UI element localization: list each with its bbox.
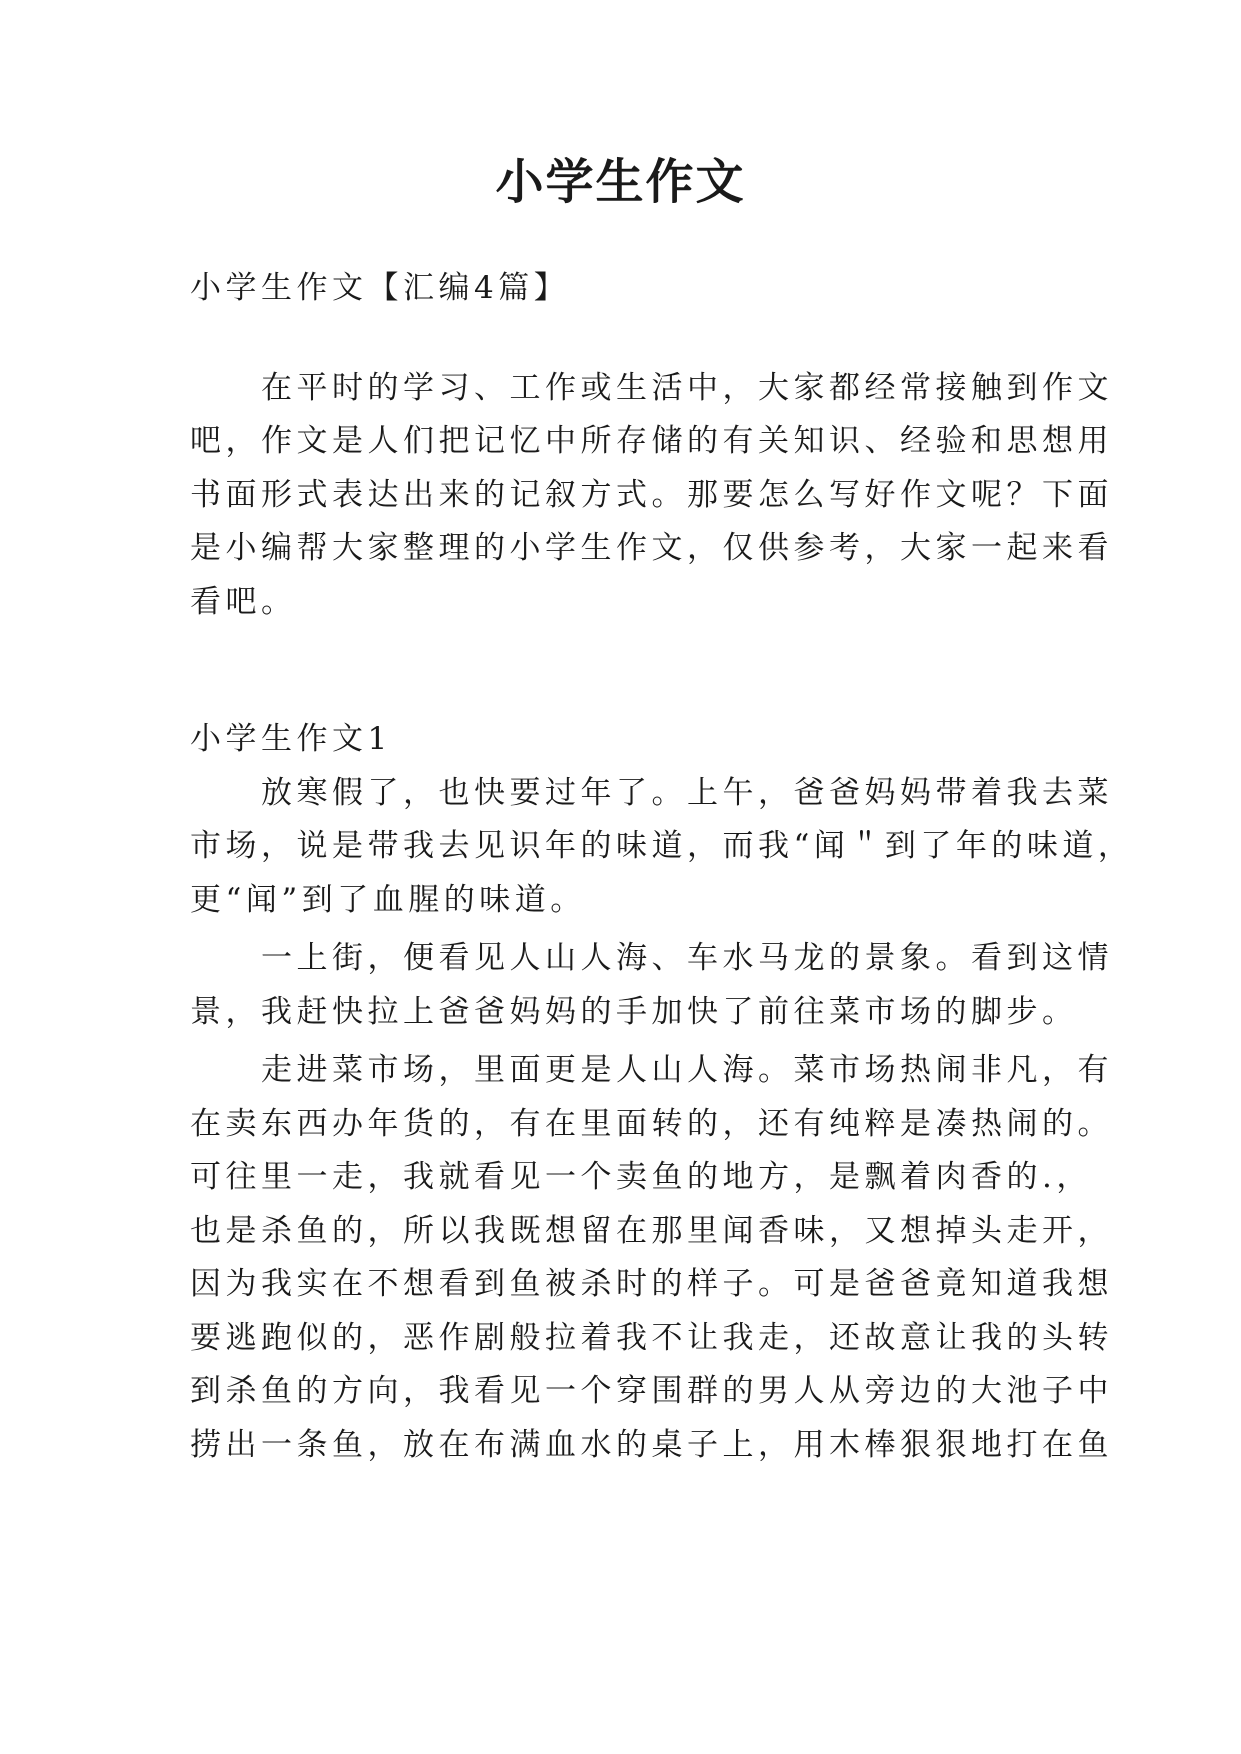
body-line: 要逃跑似的，恶作剧般拉着我不让我走，还故意让我的头转 (190, 1320, 1113, 1356)
body-line: 到杀鱼的方向，我看见一个穿围群的男人从旁边的大池子中 (190, 1373, 1113, 1409)
intro-line: 是小编帮大家整理的小学生作文，仅供参考，大家一起来看 (190, 530, 1113, 566)
body-line: 放寒假了，也快要过年了。上午，爸爸妈妈带着我去菜 (190, 775, 1113, 811)
body-line: 走进菜市场，里面更是人山人海。菜市场热闹非凡，有 (190, 1052, 1113, 1088)
body-line: 市场，说是带我去见识年的味道，而我“闻＂到了年的味道， (190, 828, 1134, 864)
intro-line: 看吧。 (190, 584, 297, 620)
body-line: 也是杀鱼的，所以我既想留在那里闻香味，又想掉头走开， (190, 1213, 1113, 1249)
body-line: 一上街，便看见人山人海、车水马龙的景象。看到这情 (190, 940, 1113, 976)
body-line: 捞出一条鱼，放在布满血水的桌子上，用木棒狠狠地打在鱼 (190, 1427, 1113, 1463)
body-line: 因为我实在不想看到鱼被杀时的样子。可是爸爸竟知道我想 (190, 1266, 1113, 1302)
document-subtitle: 小学生作文【汇编4篇】 (190, 270, 570, 306)
body-line: 在卖东西办年货的，有在里面转的，还有纯粹是凑热闹的。 (190, 1106, 1113, 1142)
intro-line: 在平时的学习、工作或生活中，大家都经常接触到作文 (190, 370, 1113, 406)
document-title: 小学生作文 (495, 154, 746, 210)
section-heading: 小学生作文1 (190, 721, 392, 757)
intro-line: 书面形式表达出来的记叙方式。那要怎么写好作文呢？下面 (190, 477, 1113, 513)
intro-line: 吧，作文是人们把记忆中所存储的有关知识、经验和思想用 (190, 423, 1113, 459)
body-line: 更“闻”到了血腥的味道。 (190, 882, 586, 918)
body-line: 景，我赶快拉上爸爸妈妈的手加快了前往菜市场的脚步。 (190, 994, 1078, 1030)
body-line: 可往里一走，我就看见一个卖鱼的地方，是飘着肉香的.， (190, 1159, 1092, 1195)
